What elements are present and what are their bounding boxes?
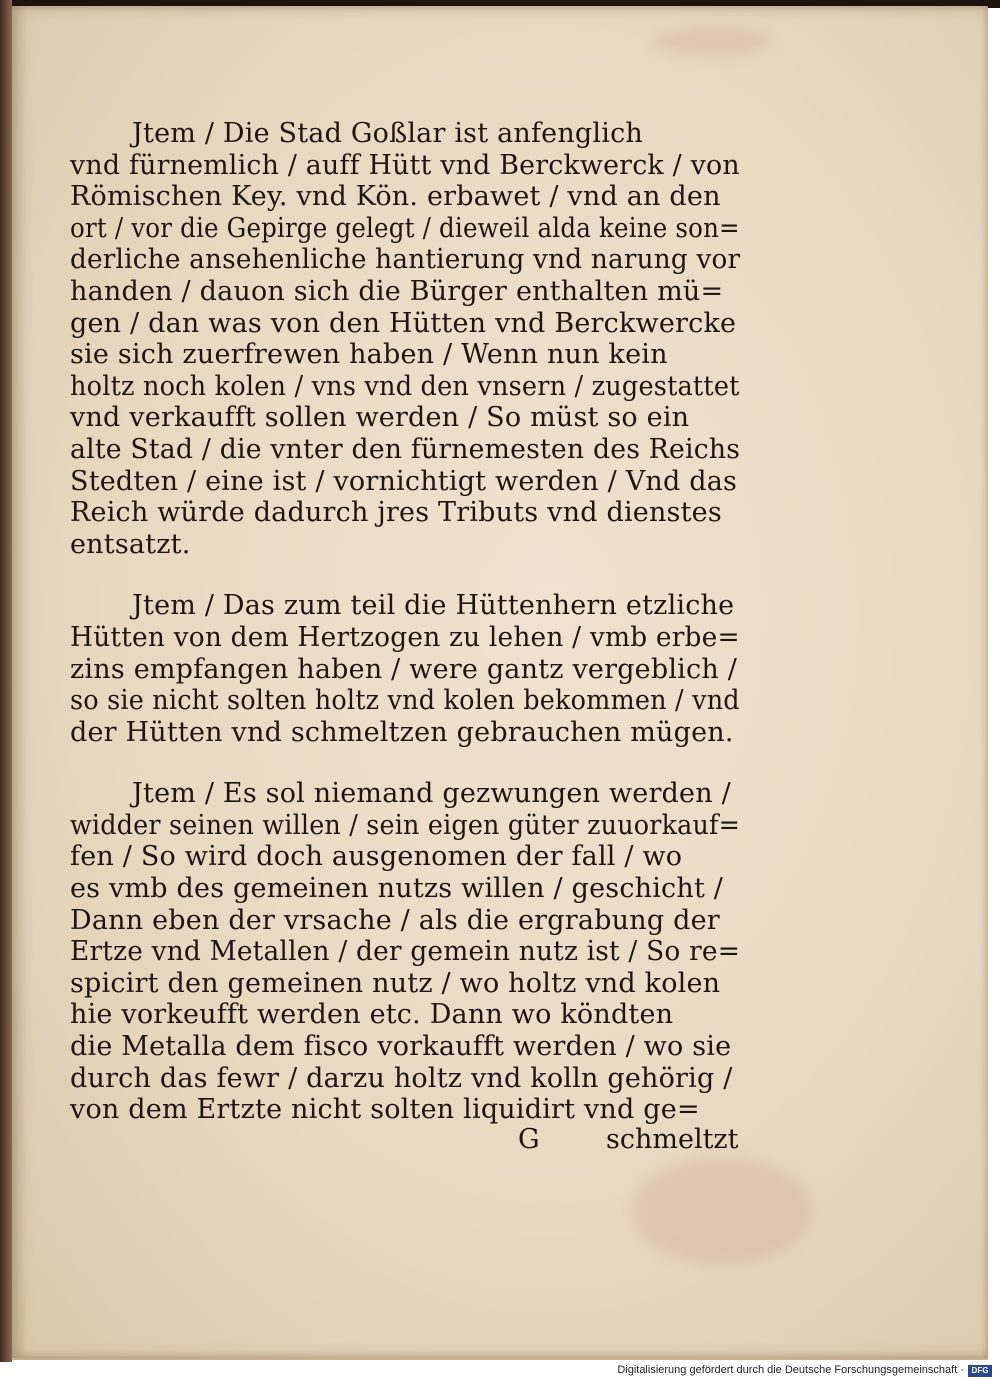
text-line: alte Stad / die vnter den fürnemesten des Reichs bbox=[70, 433, 741, 465]
paragraph-gap bbox=[70, 560, 740, 590]
text-line: vnd verkaufft sollen werden / So müst so ein bbox=[70, 402, 690, 434]
text-line: fen / So wird doch ausgenomen der fall / wo bbox=[70, 841, 683, 873]
text-line: entsatzt. bbox=[70, 528, 191, 560]
text-line: der Hütten vnd schmeltzen gebrauchen mügen. bbox=[70, 716, 734, 748]
text-line: Jtem / Die Stad Goßlar ist anfenglich bbox=[132, 118, 643, 149]
text-line: sie sich zuerfrewen haben / Wenn nun kein bbox=[70, 339, 668, 371]
text-line: Jtem / Das zum teil die Hüttenhern etzliche bbox=[132, 590, 735, 622]
book-binding-edge bbox=[0, 0, 12, 1362]
funding-credit: Digitalisierung gefördert durch die Deutsche Forschungsgemeinschaft · bbox=[617, 1364, 964, 1376]
text-line: Hütten von dem Hertzogen zu lehen / vmb erbe= bbox=[70, 621, 740, 653]
text-line: von dem Ertzte nicht solten liquidirt vnd ge= bbox=[70, 1094, 700, 1126]
text-line: ort / vor die Gepirge gelegt / dieweil alda keine son= bbox=[70, 212, 740, 244]
paper-stain bbox=[652, 26, 772, 56]
text-line: die Metalla dem fisco vorkaufft werden / wo sie bbox=[70, 1031, 732, 1063]
text-line: hie vorkeufft werden etc. Dann wo köndten bbox=[70, 999, 674, 1031]
footer-bar bbox=[0, 1362, 1000, 1380]
text-line: derliche ansehenliche hantierung vnd narung vor bbox=[70, 244, 741, 276]
text-line: handen / dauon sich die Bürger enthalten mü= bbox=[70, 275, 724, 307]
text-line: so sie nicht solten holtz vnd kolen bekommen / vnd bbox=[70, 685, 740, 717]
text-line: vnd fürnemlich / auff Hütt vnd Berckwerck / von bbox=[70, 149, 740, 181]
signature-mark: G bbox=[518, 1124, 540, 1155]
text-line: Ertze vnd Metallen / der gemein nutz ist / So re= bbox=[70, 936, 741, 968]
text-line: holtz noch kolen / vns vnd den vnsern / zugestattet bbox=[70, 370, 740, 402]
paragraph-2 bbox=[70, 590, 740, 748]
text-line: es vmb des gemeinen nutzs willen / geschicht / bbox=[70, 873, 724, 905]
text-line: spicirt den gemeinen nutz / wo holtz vnd kolen bbox=[70, 967, 721, 999]
page-text bbox=[70, 118, 740, 1126]
paragraph-3 bbox=[70, 778, 740, 1126]
catchword: schmeltzt bbox=[606, 1124, 739, 1155]
text-line: Stedten / eine ist / vornichtigt werden / Vnd das bbox=[70, 465, 738, 497]
dfg-logo: DFG bbox=[968, 1365, 992, 1377]
text-line: durch das fewr / darzu holtz vnd kolln gehörig / bbox=[70, 1062, 733, 1094]
paragraph-gap bbox=[70, 748, 740, 778]
text-line: gen / dan was von den Hütten vnd Berckwercke bbox=[70, 307, 737, 339]
paragraph-1 bbox=[70, 118, 740, 560]
text-line: zins empfangen haben / were gantz vergeblich / bbox=[70, 653, 737, 685]
text-line: widder seinen willen / sein eigen güter zuuorkauf= bbox=[70, 809, 741, 841]
text-line: Reich würde dadurch jres Tributs vnd dienstes bbox=[70, 497, 722, 529]
text-line: Dann eben der vrsache / als die ergrabung der bbox=[70, 904, 720, 936]
paper-stain bbox=[632, 1156, 812, 1266]
text-line: Jtem / Es sol niemand gezwungen werden / bbox=[132, 778, 731, 810]
text-line: Römischen Key. vnd Kön. erbawet / vnd an den bbox=[70, 181, 721, 213]
